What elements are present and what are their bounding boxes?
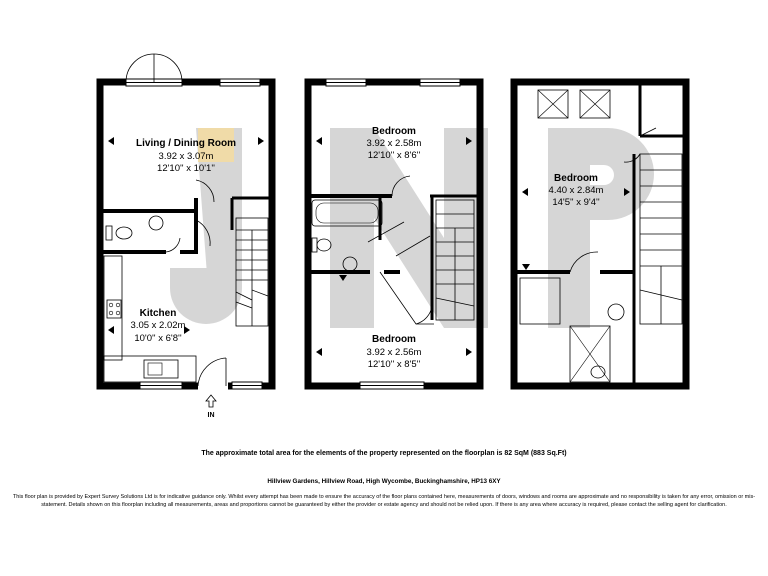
kitchen-imperial: 10'0'' x 6'8'' (134, 333, 182, 344)
living-room-name: Living / Dining Room (136, 138, 236, 149)
bedroom-front-name: Bedroom (372, 126, 416, 137)
entrance-label: IN (207, 412, 215, 419)
bedroom-rear-name: Bedroom (372, 334, 416, 345)
ground-floor (100, 54, 272, 390)
entrance-arrow-icon (206, 395, 216, 407)
living-room-metric: 3.92 x 3.07m (158, 151, 214, 162)
kitchen-name: Kitchen (139, 308, 177, 319)
bedroom-top-metric: 4.40 x 2.84m (548, 185, 604, 196)
living-room-imperial: 12'10'' x 10'1'' (157, 163, 215, 174)
bedroom-rear-imperial: 12'10'' x 8'5'' (367, 359, 421, 370)
kitchen-metric: 3.05 x 2.02m (130, 320, 186, 331)
bedroom-front-imperial: 12'10'' x 8'6'' (367, 150, 421, 161)
bedroom-top-name: Bedroom (554, 173, 598, 184)
area-note: The approximate total area for the elements of the property represented on the floorplan is 82 SqM (883 Sq.Ft) (201, 450, 567, 457)
bedroom-rear-metric: 3.92 x 2.56m (366, 347, 422, 358)
bedroom-top-imperial: 14'5'' x 9'4'' (552, 197, 600, 208)
property-address: Hillview Gardens, Hillview Road, High Wycombe, Buckinghamshire, HP13 6XY (267, 478, 501, 485)
bedroom-front-metric: 3.92 x 2.58m (366, 138, 422, 149)
disclaimer: This floor plan is provided by Expert Survey Solutions Ltd is for indicative guidance only. Whilst every attempt has been made to ensure the accuracy of the floor plans contained here, measurements of doors, windows and rooms are approximate and no responsibility is taken for any error, omission or mis-statement. Details shown on this floorplan including all measurements, areas and proportions cannot be guaranteed by either the provider or estate agency and should not be relied upon. If there is any area where accuracy is required, please contact the selling agent for clarification. (12, 494, 756, 508)
second-floor (514, 82, 686, 386)
